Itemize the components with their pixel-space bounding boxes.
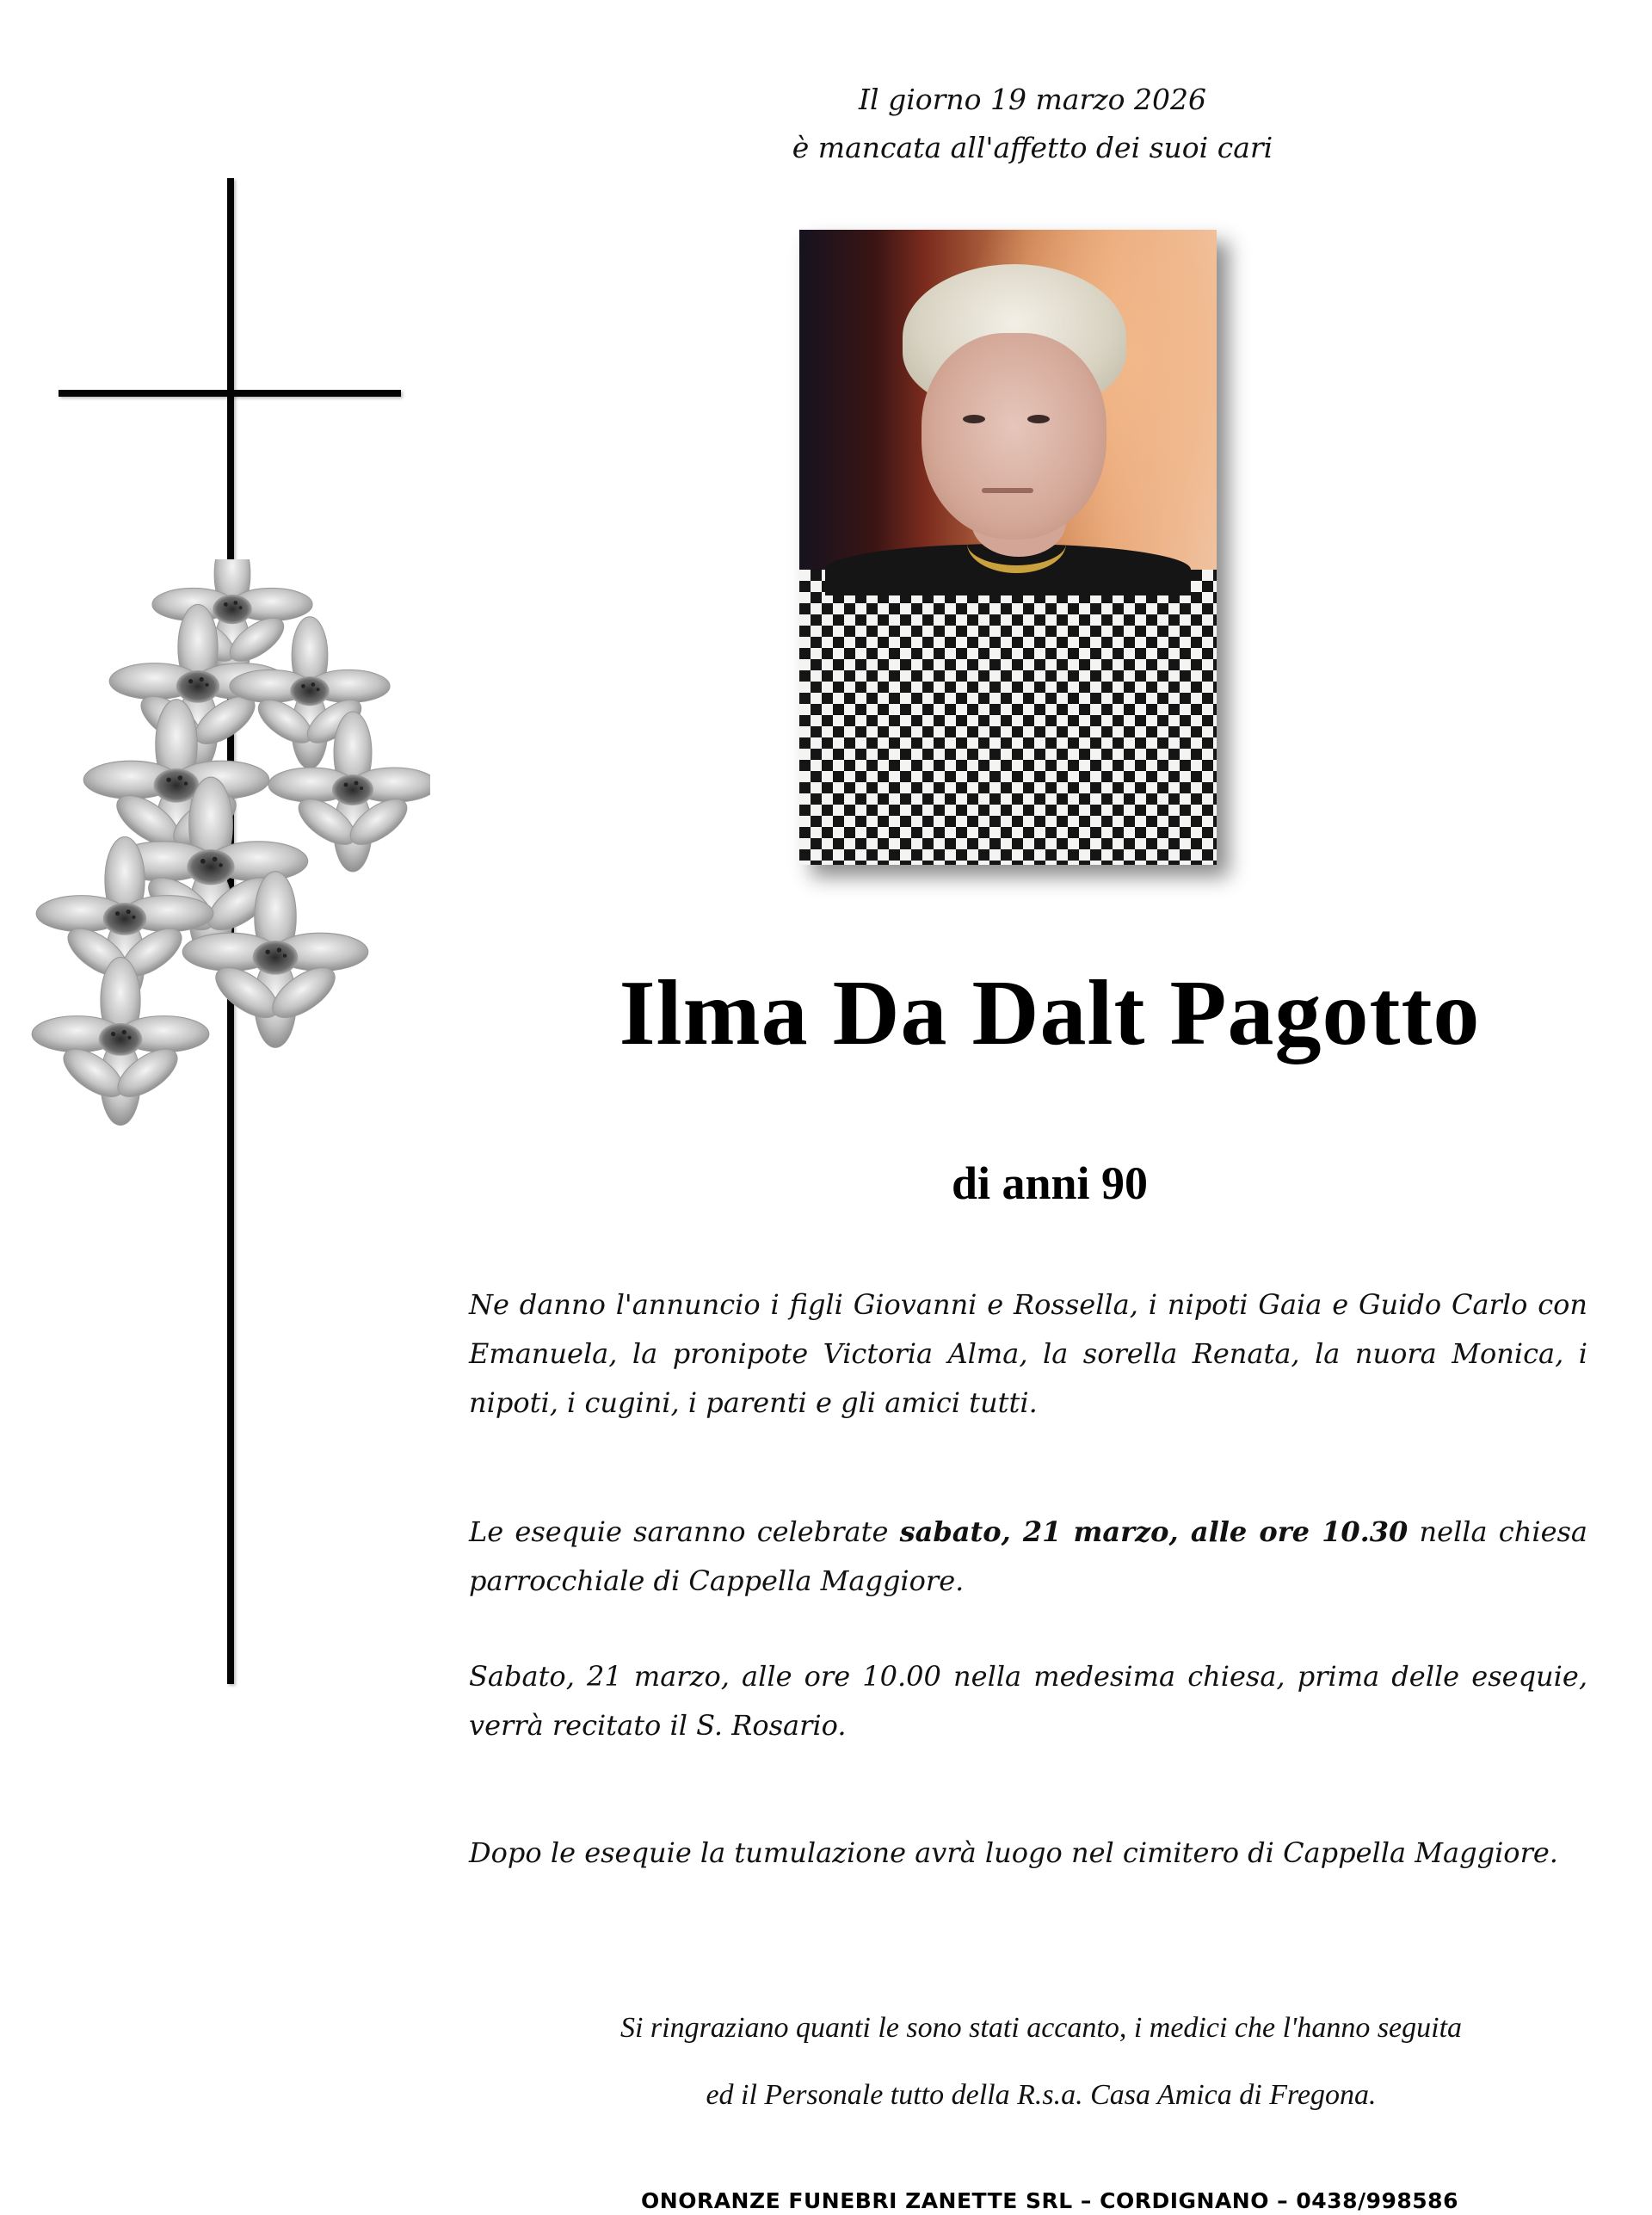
header-line-date: Il giorno 19 marzo 2026 xyxy=(859,83,1206,116)
funeral-home-footer: ONORANZE FUNEBRI ZANETTE SRL – CORDIGNANO – 0438/998586 xyxy=(641,2188,1458,2213)
rosary-paragraph: Sabato, 21 marzo, alle ore 10.00 nella medesima chiesa, prima delle esequie, verrà recitato il S. Rosario. xyxy=(469,1660,1587,1742)
portrait-photo xyxy=(799,230,1217,865)
announcement-paragraph: Ne danno l'annuncio i figli Giovanni e Rossella, i nipoti Gaia e Guido Carlo con Emanuela, la pronipote Victoria Alma, la sorella Renata, la nuora Monica, i nipoti, i cugini, i parenti e gli amici tutti. xyxy=(469,1288,1587,1419)
photo-eye-left xyxy=(963,415,985,423)
thanks-note xyxy=(482,1995,1600,2129)
funeral-text-prefix: Le esequie saranno celebrate xyxy=(469,1515,900,1548)
thanks-line-2: ed il Personale tutto della R.s.a. Casa Amica di Fregona. xyxy=(706,2079,1377,2111)
photo-mouth xyxy=(982,488,1033,493)
funeral-text-suffix: nella chiesa parrocchiale di Cappella Maggiore. xyxy=(469,1515,1588,1597)
orchid-icon xyxy=(26,559,430,1274)
header-line-passing: è mancata all'affetto dei suoi cari xyxy=(792,131,1273,164)
thanks-line-1: Si ringraziano quanti le sono stati accanto, i medici che l'hanno seguita xyxy=(620,2012,1463,2044)
photo-face xyxy=(922,333,1106,540)
deceased-name: Ilma Da Dalt Pagotto xyxy=(619,962,1481,1064)
funeral-paragraph xyxy=(469,1508,1587,1606)
photo-jacket xyxy=(799,570,1217,865)
photo-eye-right xyxy=(1027,415,1050,423)
funeral-datetime: sabato, 21 marzo, alle ore 10.30 xyxy=(899,1515,1409,1548)
burial-paragraph: Dopo le esequie la tumulazione avrà luogo nel cimitero di Cappella Maggiore. xyxy=(469,1836,1558,1869)
photo-necklace xyxy=(967,514,1066,573)
death-date-header xyxy=(688,76,1377,172)
deceased-age: di anni 90 xyxy=(951,1157,1149,1209)
cross-icon-horizontal xyxy=(59,390,401,397)
